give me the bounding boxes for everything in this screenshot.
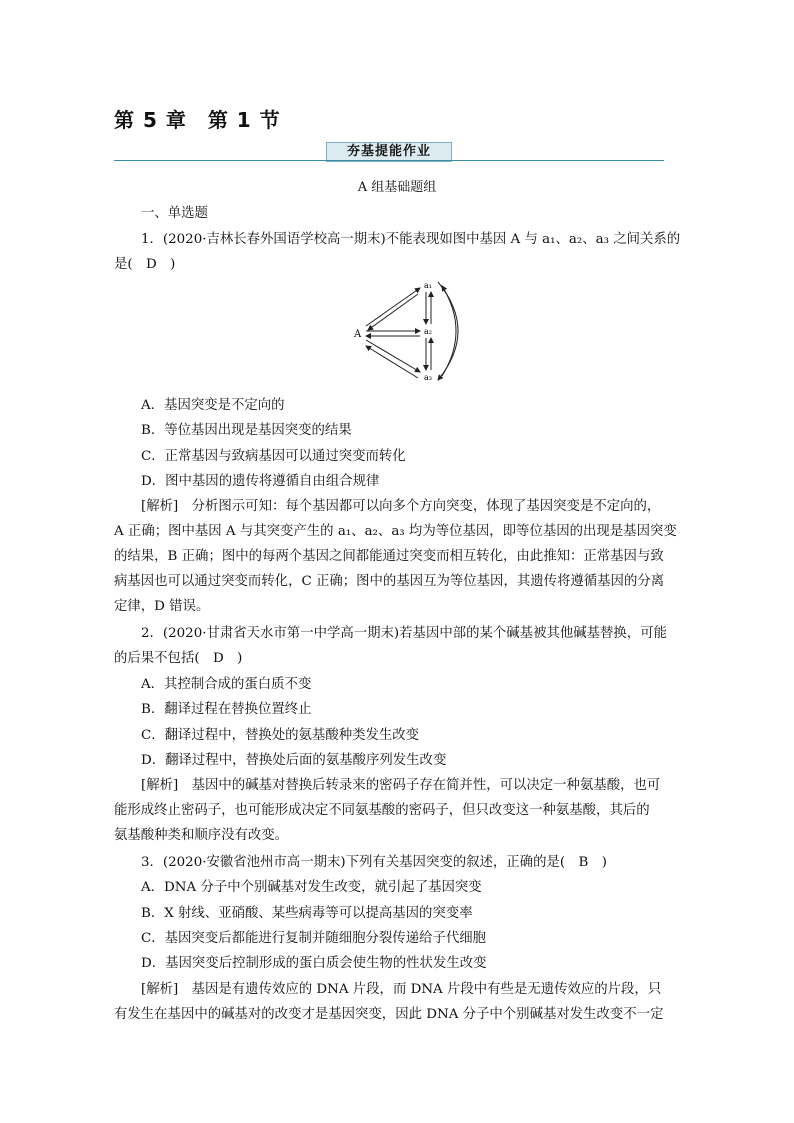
node-A-label: A [354, 329, 362, 340]
arrow-a3-to-A [366, 346, 418, 378]
q1-stem-line2: 是( D ) [114, 257, 176, 272]
q2-stem-line2: 的后果不包括( D ) [114, 651, 243, 666]
q1-analysis-line4: 病基因也可以通过突变而转化，C 正确；图中的基因互为等位基因，其遗传将遵循基因的分离 [114, 574, 665, 589]
q2-option-b: B．翻译过程在替换位置终止 [141, 702, 312, 717]
q1-option-b: B．等位基因出现是基因突变的结果 [141, 423, 352, 438]
q1-analysis-line1: [解析] 分析图示可知：每个基因都可以向多个方向突变，体现了基因突变是不定向的， [141, 499, 661, 514]
q2-option-a: A．其控制合成的蛋白质不变 [141, 677, 312, 692]
arrow-A-to-a3 [366, 340, 420, 372]
q3-analysis-line2: 有发生在基因中的碱基对的改变才是基因突变，因此 DNA 分子中个别碱基对发生改变不一定 [114, 1007, 664, 1022]
q3-option-c: C．基因突变后都能进行复制并随细胞分裂传递给子代细胞 [141, 931, 487, 946]
header-rule [114, 160, 664, 161]
q2-option-c: C．翻译过程中，替换处的氨基酸种类发生改变 [141, 728, 420, 743]
arc-a3-to-a1 [442, 286, 456, 376]
q3-analysis-line1: [解析] 基因是有遗传效应的 DNA 片段，而 DNA 片段中有些是无遗传效应的片段，只 [141, 982, 662, 997]
node-a1-label: a₁ [424, 281, 432, 290]
chapter-title: 第 5 章 第 1 节 [114, 108, 281, 132]
arrow-a1-to-A [368, 294, 418, 330]
group-title: A 组基础题组 [357, 180, 437, 195]
q1-analysis-line2: A 正确；图中基因 A 与其突变产生的 a₁、a₂、a₃ 均为等位基因，即等位基因的出现是基因突变 [114, 524, 677, 539]
q3-option-b: B．X 射线、亚硝酸、某些病毒等可以提高基因的突变率 [141, 906, 473, 921]
q1-option-c: C．正常基因与致病基因可以通过突变而转化 [141, 449, 406, 464]
q2-analysis-line3: 氨基酸种类和顺序没有改变。 [114, 828, 289, 843]
q3-option-a: A．DNA 分子中个别碱基对发生改变，就引起了基因突变 [141, 880, 482, 895]
node-a2-label: a₂ [424, 327, 432, 336]
section-label: 一、单选题 [141, 206, 208, 221]
q2-analysis-line2: 能形成终止密码子，也可能形成决定不同氨基酸的密码子，但只改变这一种氨基酸，其后的 [114, 803, 650, 818]
q1-stem-line1: 1．(2020·吉林长春外国语学校高一期末)不能表现如图中基因 A 与 a₁、a₂、a₃ 之间关系的 [141, 232, 681, 247]
q1-analysis-line3: 的结果，B 正确；图中的每两个基因之间都能通过突变而相互转化，由此推知：正常基因与致 [114, 549, 664, 564]
q2-option-d: D．翻译过程中，替换处后面的氨基酸序列发生改变 [141, 753, 447, 768]
arrow-A-to-a1 [366, 288, 420, 326]
q1-option-d: D．图中基因的遗传将遵循自由组合规律 [141, 474, 380, 489]
q1-analysis-line5: 定律，D 错误。 [114, 599, 210, 614]
q3-option-d: D．基因突变后控制形成的蛋白质会使生物的性状发生改变 [141, 956, 487, 971]
q2-analysis-line1: [解析] 基因中的碱基对替换后转录来的密码子存在简并性，可以决定一种氨基酸，也可 [141, 778, 661, 793]
q3-stem-line1: 3．(2020·安徽省池州市高一期末)下列有关基因突变的叙述，正确的是( B ) [141, 855, 607, 870]
node-a3-label: a₃ [424, 373, 432, 382]
section-banner: 夯基提能作业 [326, 142, 452, 162]
q1-option-a: A．基因突变是不定向的 [141, 398, 285, 413]
q2-stem-line1: 2．(2020·甘肃省天水市第一中学高一期末)若基因中部的某个碱基被其他碱基替换，可能 [141, 626, 667, 641]
gene-mutation-diagram [346, 276, 476, 386]
